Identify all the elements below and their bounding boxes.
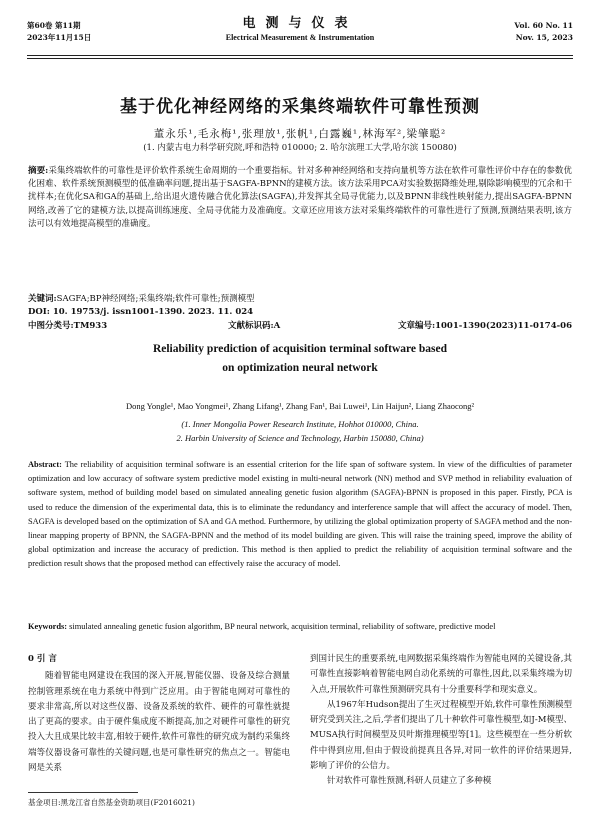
header-vol-en: Vol. 60 No. 11: [514, 21, 573, 30]
header-journal-en: Electrical Measurement & Instrumentation: [225, 33, 375, 42]
en-keywords-label: Keywords:: [28, 622, 68, 631]
en-title: [28, 340, 572, 378]
intro-paragraph-1: 随着智能电网建设在我国的深入开展,智能仪器、设备及综合测量控制管理系统在电力系统中得到广泛应用。由于智能电网对可靠性的要求非常高,所以对这些仪器、设备及系统的软件、硬件的可靠性就提出了更高的要求。由于硬件集成度不断提高,加之对硬件可靠性的研究投入大且成果比较丰富,相较于硬件,软件可靠性的研究成为制约采集终端等仪器设备可靠性的关键问题,也是可靠性研究的焦点之一。智能电网是关系: [28, 671, 290, 774]
clc-number: 中图分类号:TM933: [28, 321, 108, 331]
article-number: 文章编号:1001-1390(2023)11-0174-06: [397, 321, 572, 331]
en-title-line2: on optimization neural network: [222, 362, 378, 374]
cn-keywords: [28, 293, 572, 306]
cn-abstract: [28, 165, 572, 231]
footnote-rule: [28, 792, 138, 793]
en-keywords: [28, 620, 572, 633]
en-affiliation-1: (1. Inner Mongolia Power Research Institute, Hohhot 010000, China.: [181, 419, 419, 429]
cn-keywords-label: 关键词:: [28, 294, 57, 304]
en-abstract-label: Abstract:: [28, 460, 62, 469]
en-abstract: [28, 458, 572, 572]
en-abstract-text: The reliability of acquisition terminal software is an essential criterion for the life span of software system. In view of the difficulties of parameter optimization and low accuracy of software system predictive model existing in multi-neural network (NN) method and SVP method in reliability evaluation of software system, method of building model based on simulated annealing genetic fusion algorithm (SAGFA)-BPNN is proposed in this paper. Firstly, PCA is used to reduce the dimension of the experimental data, this is to eliminate the redundancy and interference sample that will affect the accuracy of model. Then, SAGFA is developed based on the optimization of SA and GA method. Furthermore, by utilizing the global optimization property of SAGFA method and the non-linear mapping property of BPNN, the SAGFA-BPNN and the method of its model building are given. This will raise the training speed, improve the ability of global optimization and increase the accuracy of prediction. This method is then applied to predict the reliability of acquisition terminal software and the prediction result shows that the proposed method can effectively raise the accuracy of model.: [28, 460, 572, 569]
cn-doi: [28, 306, 572, 319]
cn-classification: [28, 320, 572, 333]
body-right-column: [310, 652, 572, 790]
intro-paragraph-2: 从1967年Hudson提出了生灭过程模型开始,软件可靠性预测模型研究受到关注,之后,学者们提出了几十种软件可靠性模型,如J-M模型、MUSA执行时间模型及贝叶斯推理模型等[1]。这些模型在一些分析软件中得到应用,但由于假设前提真且各异,对同一软件的评价结果迥异,影响了评价的公信力。: [310, 699, 572, 772]
intro-paragraph-3: 针对软件可靠性预测,科研人员建立了多种模: [327, 776, 492, 787]
header-rule-top: [27, 55, 573, 56]
header-date: 2023年11月15日: [27, 33, 92, 42]
doi-text: DOI: 10. 19753/j. issn1001-1390. 2023. 11. 024: [28, 307, 254, 317]
header-date-en: Nov. 15, 2023: [515, 33, 573, 42]
header-center: [27, 16, 573, 44]
document-code: 文献标识码:A: [228, 321, 281, 331]
en-title-line1: Reliability prediction of acquisition terminal software based: [152, 343, 448, 355]
en-keywords-text: simulated annealing genetic fusion algorithm, BP neural network, acquisition terminal, reliability of software, predictive model: [69, 622, 496, 631]
cn-title: 基于优化神经网络的采集终端软件可靠性预测: [120, 97, 480, 117]
en-affiliation-2: 2. Harbin University of Science and Technology, Harbin 150080, China): [176, 433, 424, 443]
journal-header: [27, 14, 573, 54]
cn-abstract-label: 摘要:: [28, 166, 49, 176]
en-affiliation: [28, 417, 572, 445]
cn-keywords-text: SAGFA;BP神经网络;采集终端;软件可靠性;预测模型: [56, 294, 255, 304]
body-left-column: [28, 652, 290, 776]
en-authors: Dong Yongle¹, Mao Yongmei¹, Zhang Lifang¹, Zhang Fan¹, Bai Luwei¹, Lin Haijun², Liang Zhaocong²: [125, 401, 475, 411]
intro-paragraph-1-continued: 到国计民生的重要系统,电网数据采集终端作为智能电网的关键设备,其可靠性直接影响着智能电网自动化系统的可靠性,因此,以采集终端为切入点,开展软件可靠性预测研究具有十分重要科学和现实意义。: [310, 654, 572, 695]
funding-footnote: 基金项目:黑龙江省自然基金资助项目(F2016021): [28, 798, 195, 807]
header-right: [514, 20, 573, 44]
section-title-introduction: 0 引 言: [28, 654, 57, 664]
cn-abstract-text: 采集终端软件的可靠性是评价软件系统生命周期的一个重要指标。针对多种神经网络和支持向量机等方法在软件可靠性评价中存在的参数优化困难、软件系统预测模型的低准确率问题,提出基于SAGFA-BPNN的建模方法。该方法采用PCA对实验数据降维处理,剔除影响模型的冗余和干扰样本;在优化SA和GA的基础上,给出退火遗传融合优化算法(SAGFA),并发挥其全局寻优能力,以及BPNN非线性映射能力,提出SAGFA-BPNN网络,改善了它的建模方法,以提高训练速度、全局寻优能力及准确度。文章还应用该方法对采集终端软件的可靠性进行了预测,预测结果表明,该方法可以有效地提高模型的准确度。: [28, 166, 572, 229]
header-journal-cn: 电测与仪表: [242, 16, 358, 31]
header-rule-bottom: [27, 58, 573, 59]
cn-authors: 董永乐¹,毛永梅¹,张理放¹,张帆¹,白露巍¹,林海军²,梁肇聪²: [153, 128, 447, 140]
cn-affiliation: (1. 内蒙古电力科学研究院,呼和浩特 010000; 2. 哈尔滨理工大学,哈尔滨 150080): [143, 143, 457, 153]
header-volume-issue: 第60卷 第11期: [27, 21, 81, 30]
